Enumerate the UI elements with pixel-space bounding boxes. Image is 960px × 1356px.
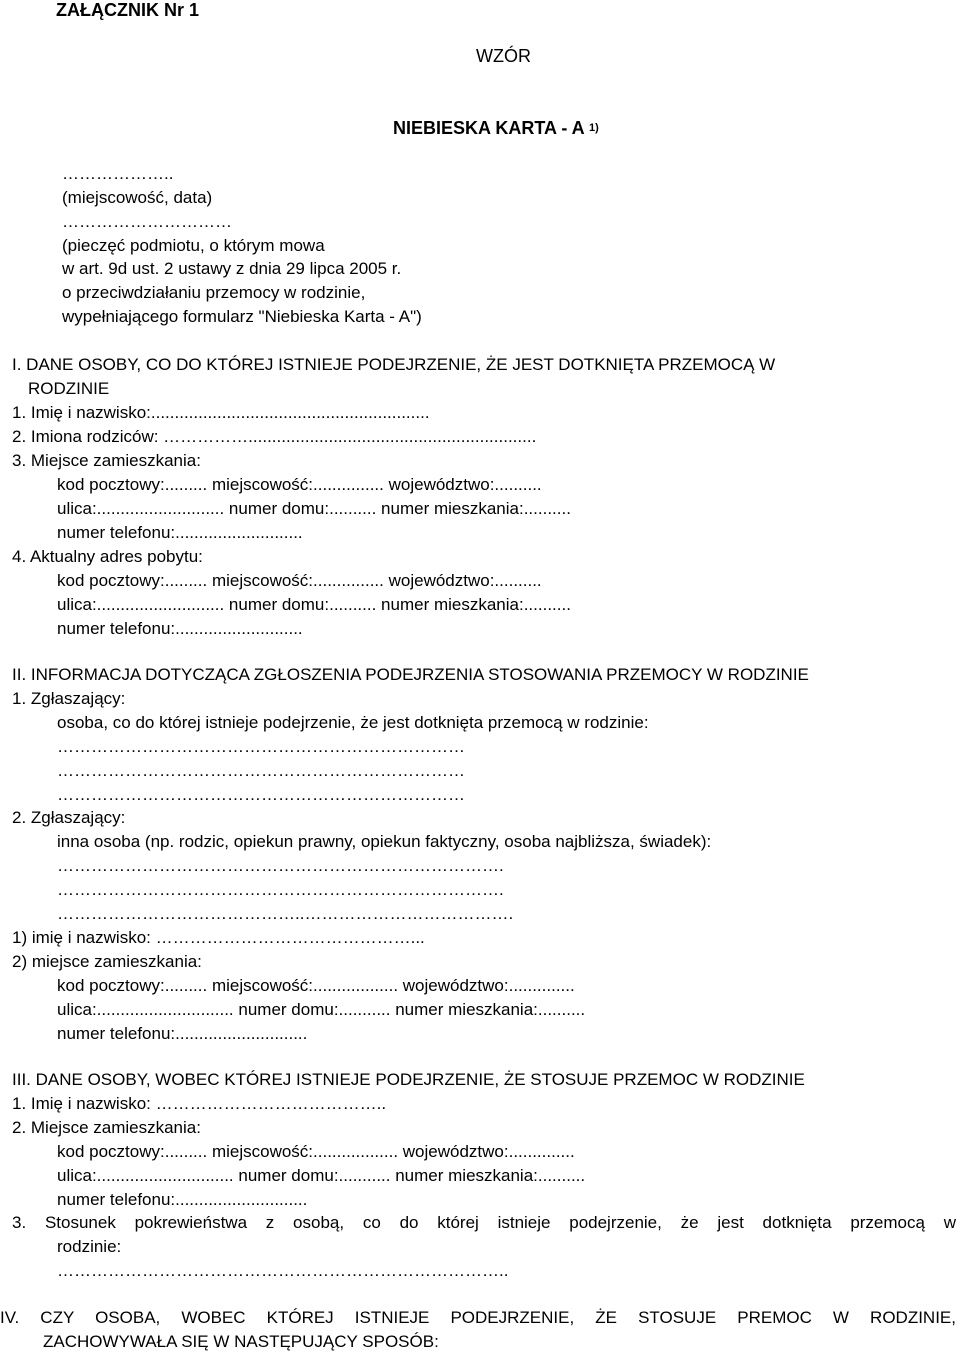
perpetrator-residence-line: ulica:............................. numer domu:........... numer mieszkania:..........: [57, 1166, 586, 1185]
reporter-residence-line: kod pocztowy:......... miejscowość:.................. województwo:..............: [57, 976, 575, 995]
perpetrator-name-field: 1. Imię i nazwisko: …………………………………..: [12, 1094, 387, 1113]
reporter1-dots: ………………………………………………………………: [57, 761, 465, 780]
title-footnote: 1): [589, 122, 599, 134]
perpetrator-residence-line: numer telefonu:............................: [57, 1190, 308, 1209]
reporter1-desc: osoba, co do której istnieje podejrzenie, że jest dotknięta przemocą w rodzinie:: [57, 713, 649, 732]
reporter1-title: 1. Zgłaszający:: [12, 689, 126, 708]
victim-residence-line: kod pocztowy:......... miejscowość:............... województwo:..........: [57, 475, 542, 494]
template-label: WZÓR: [476, 46, 531, 66]
relationship-question: 3. Stosunek pokrewieństwa z osobą, co do której istnieje podejrzenie, że jest dotknięta przemocą w: [12, 1213, 956, 1232]
place-date-label: (miejscowość, data): [62, 188, 213, 207]
reporter2-dots: ……………………………………..……………………………….: [57, 904, 514, 923]
perpetrator-residence-line: kod pocztowy:......... miejscowość:.................. województwo:..............: [57, 1142, 575, 1161]
stamp-dots: …………………………: [62, 212, 232, 231]
victim-residence-line: numer telefonu:...........................: [57, 523, 303, 542]
perpetrator-residence-title: 2. Miejsce zamieszkania:: [12, 1118, 201, 1137]
stamp-line: wypełniającego formularz "Niebieska Karta - A"): [62, 307, 422, 326]
document-title: [393, 118, 599, 141]
victim-stay-line: ulica:........................... numer domu:.......... numer mieszkania:..........: [57, 595, 571, 614]
victim-stay-title: 4. Aktualny adres pobytu:: [12, 547, 203, 566]
stamp-line: (pieczęć podmiotu, o którym mowa: [62, 236, 325, 255]
place-date-dots: ………………..: [62, 164, 174, 183]
reporter2-dots: …………………………………………………………………….: [57, 880, 504, 899]
reporter-residence-title: 2) miejsce zamieszkania:: [12, 952, 202, 971]
victim-residence-line: ulica:........................... numer domu:.......... numer mieszkania:..........: [57, 499, 571, 518]
victim-stay-line: numer telefonu:...........................: [57, 619, 303, 638]
victim-parents-field: 2. Imiona rodziców: …………….............................................................: [12, 427, 537, 446]
section1-heading: I. DANE OSOBY, CO DO KTÓREJ ISTNIEJE PODEJRZENIE, ŻE JEST DOTKNIĘTA PRZEMOCĄ W: [12, 355, 776, 374]
reporter2-title: 2. Zgłaszający:: [12, 808, 126, 827]
reporter2-dots: …………………………………………………………………….: [57, 856, 504, 875]
victim-name-field: 1. Imię i nazwisko:...........................................................: [12, 403, 430, 422]
stamp-line: w art. 9d ust. 2 ustawy z dnia 29 lipca 2005 r.: [62, 259, 402, 278]
reporter-residence-line: numer telefonu:............................: [57, 1024, 308, 1043]
relationship-question-cont: rodzinie:: [57, 1237, 122, 1256]
title-text: NIEBIESKA KARTA - A: [393, 118, 584, 138]
section4-heading-cont: ZACHOWYWAŁA SIĘ W NASTĘPUJĄCY SPOSÓB:: [43, 1332, 439, 1351]
section1-heading-cont: RODZINIE: [28, 379, 110, 398]
section3-heading: III. DANE OSOBY, WOBEC KTÓREJ ISTNIEJE PODEJRZENIE, ŻE STOSUJE PRZEMOC W RODZINIE: [12, 1070, 805, 1089]
stamp-line: o przeciwdziałaniu przemocy w rodzinie,: [62, 283, 366, 302]
reporter-name-field: 1) imię i nazwisko: ………………………………………...: [12, 928, 425, 947]
reporter2-desc: inna osoba (np. rodzic, opiekun prawny, opiekun faktyczny, osoba najbliższa, świadek):: [57, 832, 712, 851]
section2-heading: II. INFORMACJA DOTYCZĄCA ZGŁOSZENIA PODEJRZENIA STOSOWANIA PRZEMOCY W RODZINIE: [12, 665, 809, 684]
victim-stay-line: kod pocztowy:......... miejscowość:............... województwo:..........: [57, 571, 542, 590]
annex-label: ZAŁĄCZNIK Nr 1: [56, 0, 199, 20]
victim-residence-title: 3. Miejsce zamieszkania:: [12, 451, 201, 470]
relationship-dots: ……………………………………………………………………..: [57, 1261, 509, 1280]
section4-heading: IV. CZY OSOBA, WOBEC KTÓREJ ISTNIEJE PODEJRZENIE, ŻE STOSUJE PREMOC W RODZINIE,: [0, 1308, 956, 1327]
reporter1-dots: ………………………………………………………………: [57, 785, 465, 804]
reporter1-dots: ………………………………………………………………: [57, 737, 465, 756]
reporter-residence-line: ulica:............................. numer domu:........... numer mieszkania:..........: [57, 1000, 586, 1019]
